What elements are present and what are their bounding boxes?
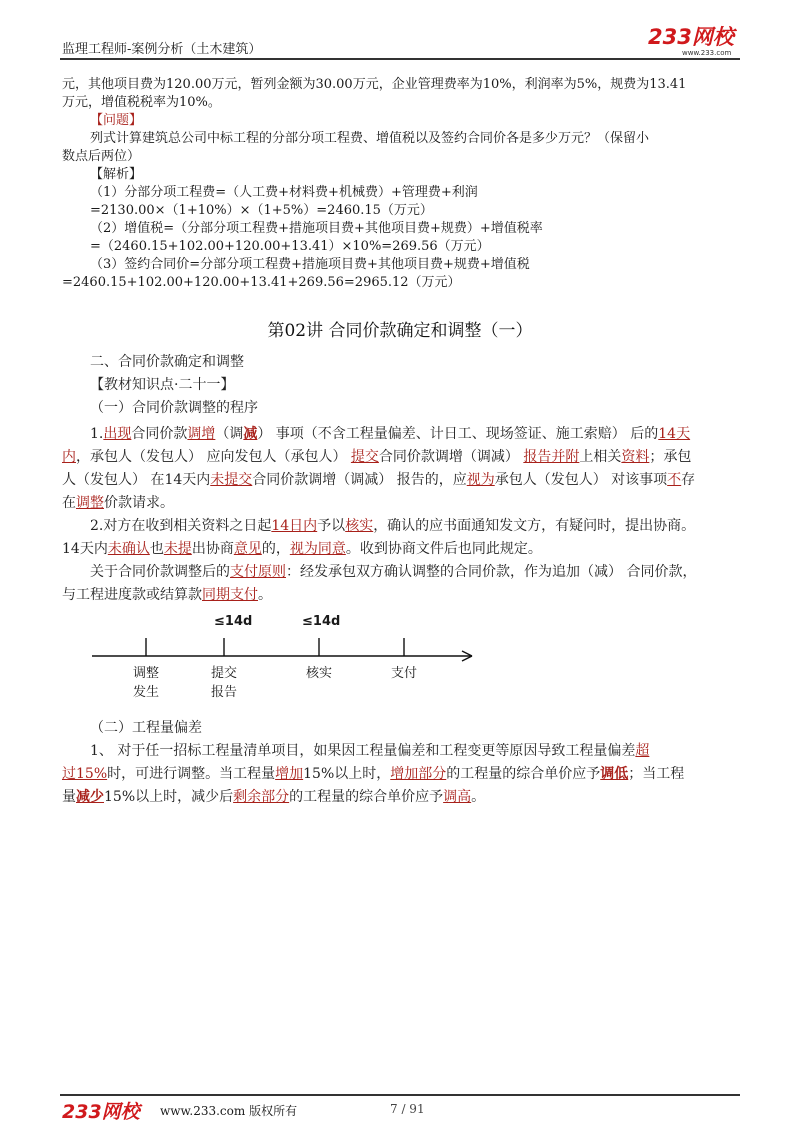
- header-rule: [60, 58, 740, 60]
- analysis-line-3: （2）增值税=（分部分项工程费+措施项目费+其他项目费+规费）+增值税率: [90, 221, 543, 236]
- heading-quantity-deviation: （二）工程量偏差: [90, 720, 202, 736]
- question-tag: 【问题】: [90, 113, 143, 128]
- page-number: 7 / 91: [390, 1102, 425, 1116]
- problem-line-2: 万元，增值税税率为10%。: [62, 95, 221, 110]
- para4-line-3: 量减少15%以上时，减少后剩余部分的工程量的综合单价应予调高。: [62, 789, 486, 805]
- logo-sub: www.233.com: [682, 49, 732, 57]
- question-line-2: 数点后两位）: [62, 149, 141, 164]
- para3-line-2: 与工程进度款或结算款同期支付。: [62, 587, 272, 603]
- para1-line-4: 在调整价款请求。: [62, 495, 174, 511]
- timeline-top-label-2: ≤14d: [302, 614, 341, 629]
- footer-logo-text: 233网校: [62, 1101, 140, 1123]
- footer-logo: [60, 1096, 152, 1126]
- para2-line-2: 14天内未确认也未提出协商意见的，视为同意。收到协商文件后也同此规定。: [62, 541, 542, 557]
- para1-line-2: 内，承包人（发包人） 应向发包人（承包人） 提交合同价款调增（调减） 报告并附上相关资料；承包: [62, 449, 692, 465]
- para4-line-1: 1、 对于任一招标工程量清单项目，如果因工程量偏差和工程变更等原因导致工程量偏差超: [90, 743, 650, 759]
- timeline-top-label-1: ≤14d: [214, 614, 253, 629]
- analysis-tag: 【解析】: [90, 167, 143, 182]
- analysis-line-2: =2130.00×（1+10%）×（1+5%）=2460.15（万元）: [90, 203, 433, 218]
- question-line-1: 列式计算建筑总公司中标工程的分部分项工程费、增值税以及签约合同价各是多少万元？（保留小: [90, 131, 650, 146]
- analysis-line-4: =（2460.15+102.00+120.00+13.41）×10%=269.56（万元）: [90, 239, 490, 254]
- header-title: 监理工程师-案例分析（土木建筑）: [62, 42, 262, 57]
- footer-site: www.233.com 版权所有: [160, 1104, 298, 1118]
- para2-line-1: 2.对方在收到相关资料之日起14日内予以核实，确认的应书面通知发文方，有疑问时，提出协商。: [90, 518, 696, 534]
- heading-procedure: （一）合同价款调整的程序: [90, 400, 258, 416]
- timeline-label-4: 支付: [390, 666, 417, 681]
- footer-rule: [60, 1094, 740, 1096]
- knowledge-tag: 【教材知识点·二十一】: [90, 377, 235, 393]
- para3-line-1: 关于合同价款调整后的支付原则：经发承包双方确认调整的合同价款，作为追加（减） 合同价款，: [90, 564, 697, 580]
- para4-line-2: 过15%时，可进行调整。当工程量增加15%以上时，增加部分的工程量的综合单价应予调低；当工程: [62, 766, 685, 782]
- problem-line-1: 元，其他项目费为120.00万元，暂列金额为30.00万元，企业管理费率为10%，利润率为5%，规费为13.41: [62, 77, 687, 92]
- timeline-label-3: 核实: [305, 666, 332, 681]
- analysis-line-1: （1）分部分项工程费=（人工费+材料费+机械费）+管理费+利润: [90, 185, 478, 200]
- section-subtitle: 二、合同价款确定和调整: [90, 354, 244, 370]
- timeline-label-2: 提交报告: [210, 666, 237, 700]
- para1-line-3: 人（发包人） 在14天内未提交合同价款调增（调减） 报告的，应视为承包人（发包人） 对该事项不存: [62, 472, 696, 488]
- brand-logo: [646, 22, 742, 58]
- logo-text: 233网校: [648, 25, 734, 49]
- section-title: 第02讲 合同价款确定和调整（一）: [267, 321, 533, 341]
- analysis-line-5: （3）签约合同价=分部分项工程费+措施项目费+其他项目费+规费+增值税: [90, 257, 530, 272]
- analysis-line-6: =2460.15+102.00+120.00+13.41+269.56=2965.12（万元）: [62, 275, 461, 290]
- timeline-label-1: 调整发生: [132, 666, 159, 700]
- para1-line-1: 1.出现合同价款调增（调减） 事项（不含工程量偏差、计日工、现场签证、施工索赔） 后的14天: [90, 426, 691, 442]
